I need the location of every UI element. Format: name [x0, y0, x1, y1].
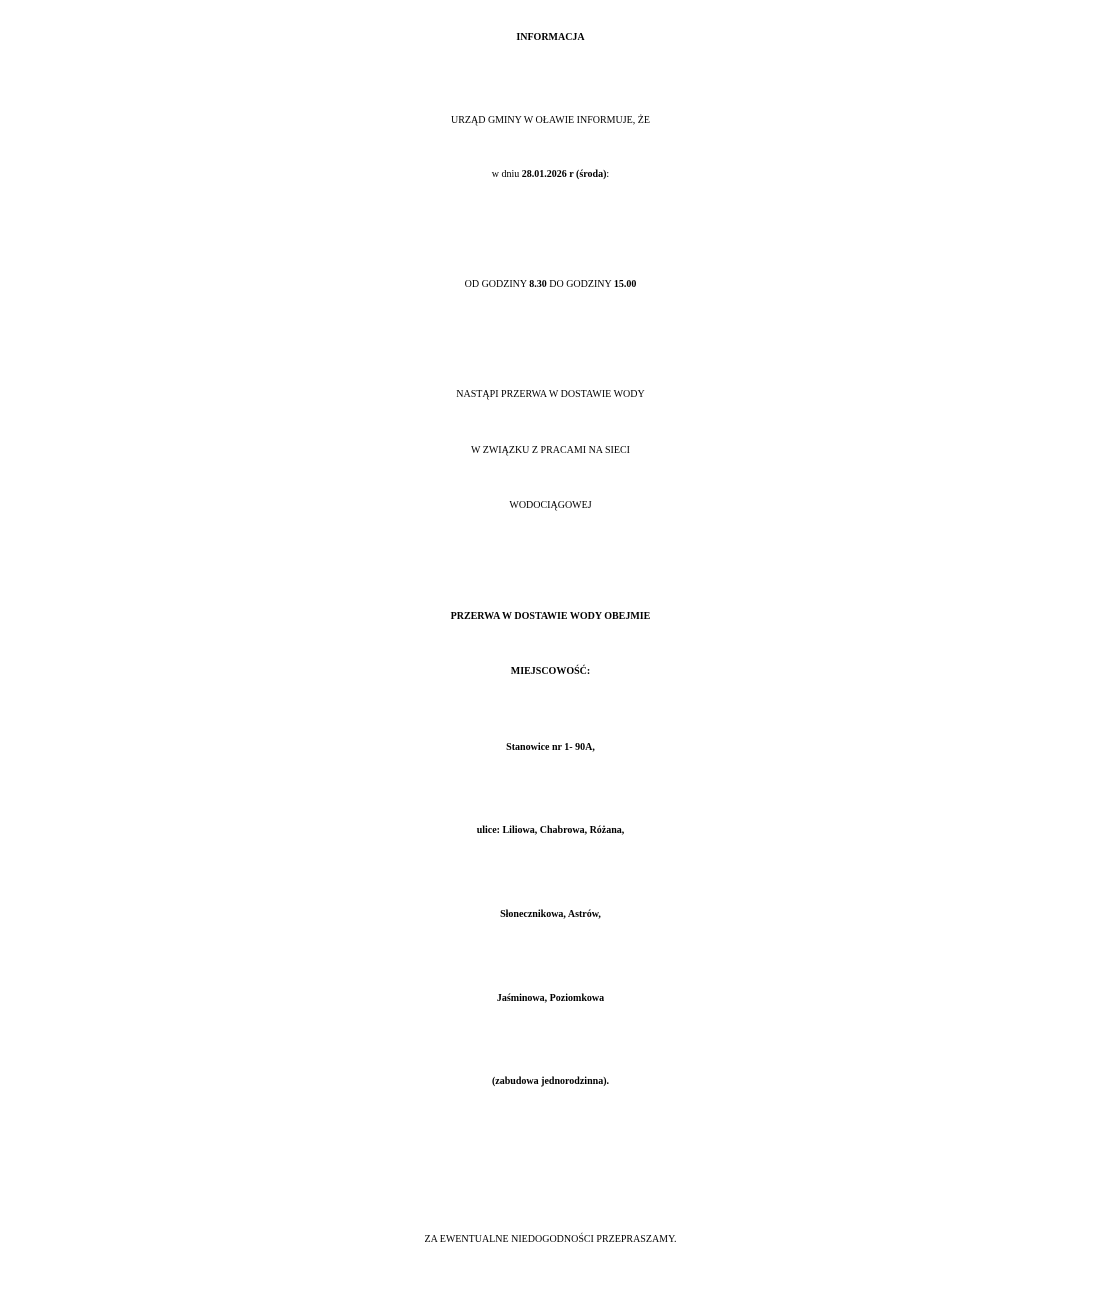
notice-line-2: W ZWIĄZKU Z PRACAMI NA SIECI [471, 445, 630, 456]
location-line-3: Słonecznikowa, Astrów, [500, 909, 601, 920]
location-line-2: ulice: Liliowa, Chabrowa, Różana, [476, 825, 625, 836]
document-title: INFORMACJA [516, 32, 585, 43]
apology-line: ZA EWENTUALNE NIEDOGODNOŚCI PRZEPRASZAMY. [424, 1234, 677, 1245]
scope-line-2: MIEJSCOWOŚĆ: [510, 666, 591, 677]
hours-from-label: OD GODZINY [464, 279, 530, 290]
hours-to-label: DO GODZINY [546, 279, 614, 290]
location-line-5: (zabudowa jednorodzinna). [491, 1076, 610, 1087]
date-prefix: w dniu [491, 169, 522, 180]
hours-to-time: 15.00 [613, 279, 637, 290]
location-line-4: Jaśminowa, Poziomkowa [496, 993, 605, 1004]
notice-line-3: WODOCIĄGOWEJ [509, 500, 592, 511]
hours-from-time: 8.30 [529, 279, 547, 290]
location-line-1: Stanowice nr 1- 90A, [506, 742, 595, 753]
intro-line: URZĄD GMINY W OŁAWIE INFORMUJE, ŻE [451, 115, 650, 126]
date-line [0, 170, 1101, 180]
date-suffix: : [606, 169, 610, 180]
hours-line [0, 280, 1101, 290]
date-value: 28.01.2026 r (środa) [521, 169, 607, 180]
notice-line-1: NASTĄPI PRZERWA W DOSTAWIE WODY [456, 389, 645, 400]
scope-line-1: PRZERWA W DOSTAWIE WODY OBEJMIE [450, 611, 651, 622]
